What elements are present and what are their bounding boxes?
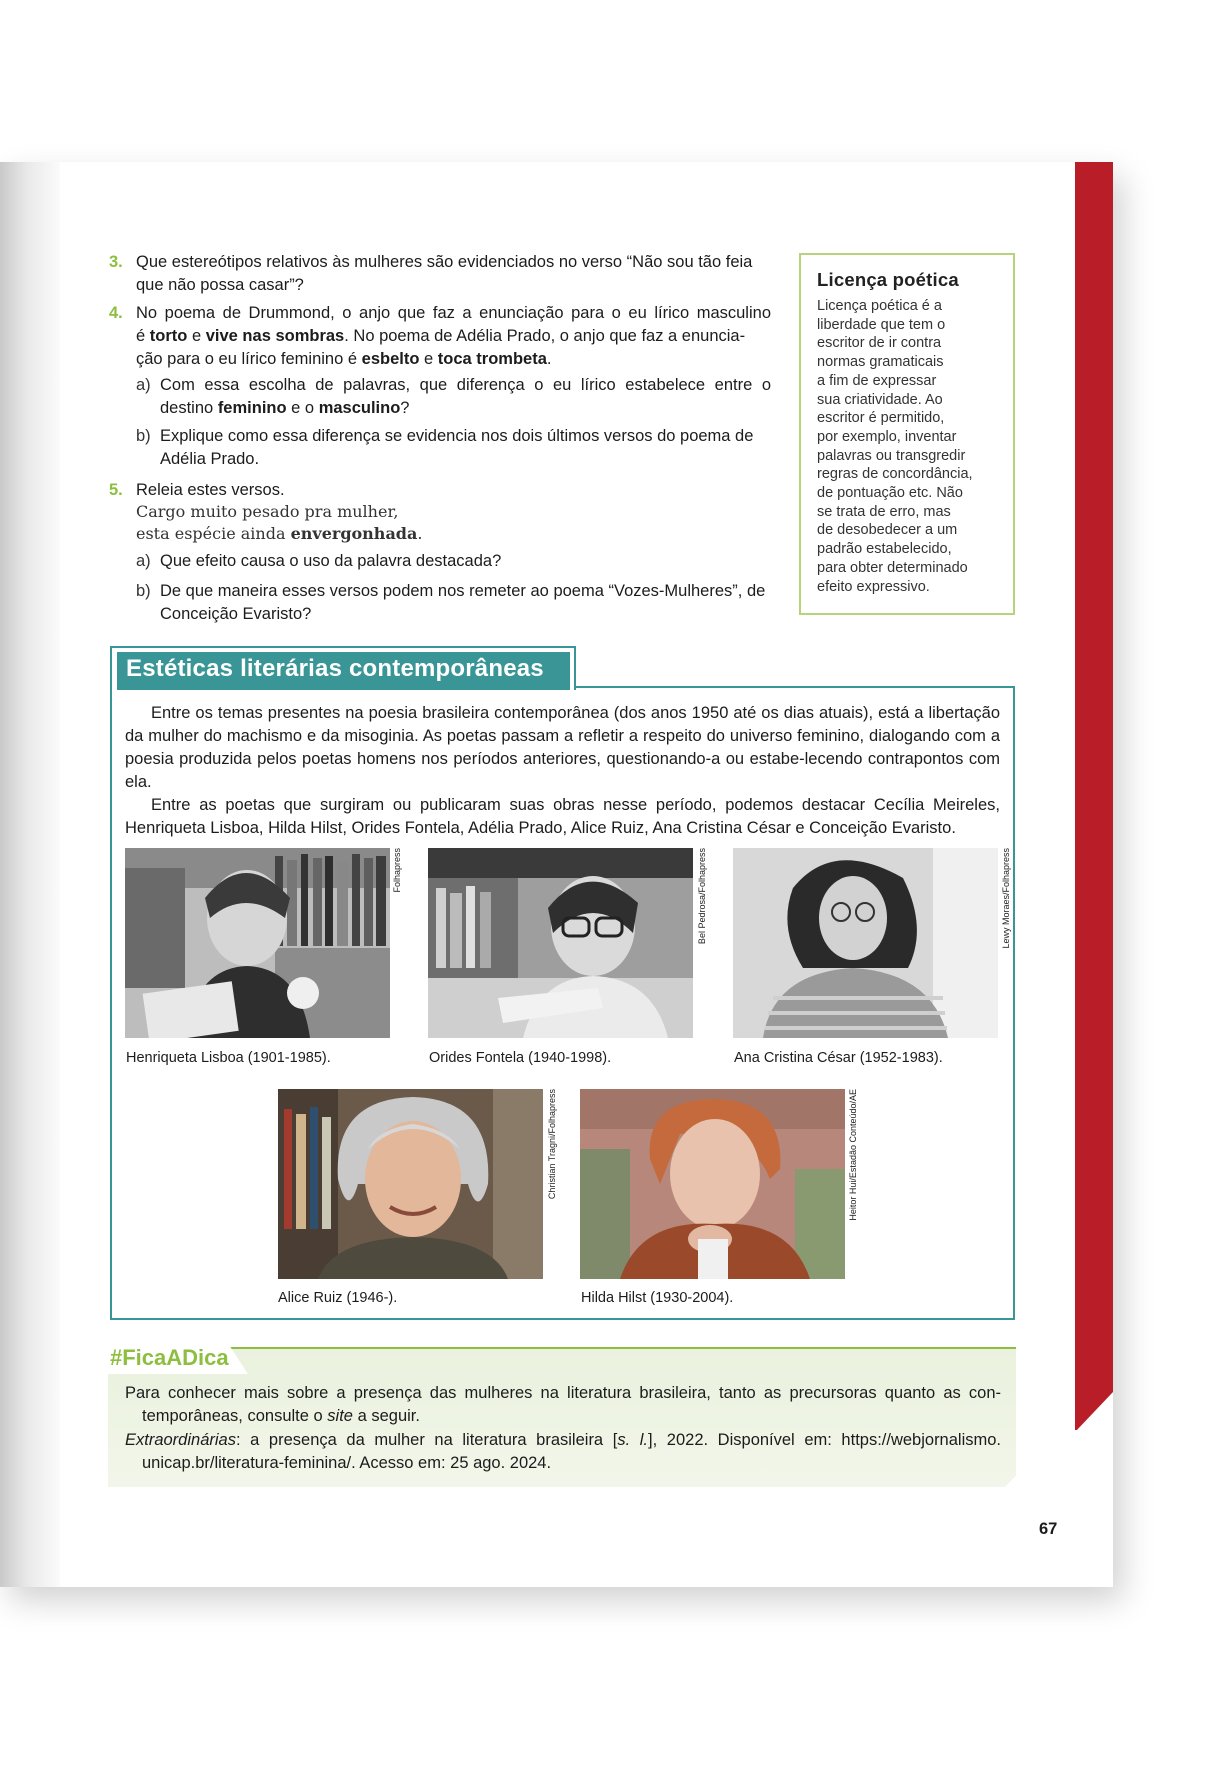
text-run: No poema de Drummond, o anjo que faz a enunciação para o eu lírico masculino [136,304,771,322]
text-run: a seguir. [357,1407,420,1425]
text-run: e [424,350,434,368]
section-title: Estéticas literárias contemporâneas [126,655,544,682]
bold-term: vive nas sombras [205,327,345,345]
item-letter: a) [136,552,151,570]
photo-caption: Hilda Hilst (1930-2004). [581,1290,734,1306]
tip-text [125,1382,1001,1428]
question-5a [136,550,771,573]
text-run: De que maneira esses versos podem nos remeter ao poema “Vozes-Mulheres”, de Conceição Evaristo? [160,582,766,623]
box-line: de pontuação etc. Não [817,485,963,502]
portrait-image [733,848,998,1038]
red-edge-tab [1075,162,1113,1430]
question-line [160,374,771,397]
text-run: Com essa escolha de palavras, que diferença o eu lírico estabelece entre o [160,376,771,394]
text-run: e [191,327,202,345]
question-line [136,348,771,371]
bold-term: esbelto [361,350,420,368]
box-line: escritor é permitido, [817,410,945,427]
question-5 [109,479,771,502]
tip-title: #FicaADica [110,1345,229,1370]
box-line: liberdade que tem o [817,316,946,333]
text-run: ção para o eu lírico feminino é [136,350,358,368]
box-line: sua criatividade. Ao [817,391,943,408]
photo-credit: Bel Pedrosa/Folhapress [697,848,707,945]
photo-orides-fontela [428,848,693,1038]
photo-credit: Christian Tragni/Folhapress [547,1089,557,1200]
photo-credit: Lewy Moraes/Folhapress [1001,848,1011,949]
page-binding-shadow [0,162,60,1587]
tip-reference [125,1429,1001,1475]
question-4a [136,374,771,420]
portrait-image [580,1089,845,1279]
text-run: destino [160,399,214,417]
photo-ana-cristina-cesar [733,848,998,1038]
photo-caption: Alice Ruiz (1946-). [278,1290,398,1306]
box-line: Licença poética é a [817,298,942,314]
question-5b [136,580,771,626]
box-line: escritor de ir contra [817,335,942,352]
portrait-image [125,848,390,1038]
bold-term: toca trombeta [437,350,547,368]
text-run: temporâneas, consulte o [142,1407,323,1425]
text-run: . [546,350,552,368]
bold-term: masculino [318,399,401,417]
text-run: e o [291,399,315,417]
question-4 [109,302,771,371]
photo-credit: Heitor Hui/Estadão Conteúdo/AE [848,1089,858,1221]
text-run: é [136,327,146,345]
text-run: ? [400,399,410,417]
tip-line [125,1429,1001,1452]
bold-term: torto [149,327,188,345]
item-letter: b) [136,427,151,445]
box-line: por exemplo, inventar [817,428,957,445]
question-4b [136,425,771,471]
highlighted-word: envergonhada [290,524,418,543]
item-letter: a) [136,376,151,394]
section-paragraph-1: Entre os temas presentes na poesia brasileira contemporânea (dos anos 1950 até os dias atuais), está a libertação da mulher do machismo e da misoginia. As poetas passam a refletir a respeito do universo feminino, dialogando com a poesia produzida pelos poetas homens nos períodos anteriores, questionando-a ou estabe-lecendo contrapontos com ela. [125,704,1000,791]
question-line [136,325,771,348]
photo-credit: Folhapress [392,848,402,893]
photo-caption: Orides Fontela (1940-1998). [429,1050,612,1066]
photo-caption: Ana Cristina César (1952-1983). [734,1050,943,1066]
italic-term: s. l. [617,1431,649,1449]
section-paragraph-2: Entre as poetas que surgiram ou publicaram suas obras nesse período, podemos destacar Cecília Meireles, Henriqueta Lisboa, Hilda Hilst, Orides Fontela, Adélia Prado, Alice Ruiz, Ana Cristina César e Conceição Evaristo. [125,796,1000,837]
box-line: para obter determinado [817,559,968,576]
box-line: efeito expressivo. [817,578,930,595]
verse-excerpt [136,501,422,545]
page-number: 67 [1039,1520,1058,1538]
box-line: de desobedecer a um [817,522,958,539]
verse-line: Cargo muito pesado pra mulher, [136,502,399,521]
italic-term: site [327,1407,353,1425]
question-text: Que estereótipos relativos às mulheres são evidenciados no verso “Não sou tão feia que não possa casar”? [136,253,753,294]
question-number: 5. [109,481,123,499]
text-run: : a presença da mulher na literatura brasileira [ [235,1431,618,1449]
tip-line: Para conhecer mais sobre a presença das mulheres na literatura brasileira, tanto as precursoras quanto as con- [125,1384,1001,1402]
licenca-poetica-box [799,253,1015,615]
text-run: . No poema de Adélia Prado, o anjo que faz a enuncia- [344,327,746,345]
photo-hilda-hilst [580,1089,845,1279]
question-line [160,397,771,420]
text-run: Que efeito causa o uso da palavra destacada? [160,552,502,570]
link-text[interactable]: ], 2022. Disponível em: https://webjornalismo. [648,1431,1002,1449]
verse-line [136,523,422,545]
photo-alice-ruiz [278,1089,543,1279]
portrait-image [278,1089,543,1279]
tip-line [125,1405,1001,1428]
text-run: Explique como essa diferença se evidencia nos dois últimos versos do poema de Adélia Prado. [160,427,754,468]
bold-term: feminino [217,399,287,417]
box-line: se trata de erro, mas [817,503,951,520]
italic-title: Extraordinárias [125,1431,236,1449]
text-run: . [417,524,423,543]
box-line: padrão estabelecido, [817,541,952,558]
item-letter: b) [136,582,151,600]
photo-caption: Henriqueta Lisboa (1901-1985). [126,1050,331,1066]
box-title: Licença poética [817,269,959,290]
box-line: normas gramaticais [817,354,944,371]
question-3 [109,251,771,297]
text-run: esta espécie ainda [136,524,286,543]
link-text[interactable]: unicap.br/literatura-feminina/. Acesso em: 25 ago. 2024. [142,1454,552,1472]
question-number: 3. [109,253,123,271]
question-line [136,302,771,325]
box-line: a fim de expressar [817,372,937,389]
portrait-image [428,848,693,1038]
photo-henriqueta-lisboa [125,848,390,1038]
question-text: Releia estes versos. [136,481,285,499]
box-line: palavras ou transgredir [817,447,966,464]
box-line: regras de concordância, [817,466,973,483]
tip-top-rule [108,1347,1016,1349]
box-text [817,297,999,596]
question-number: 4. [109,304,123,322]
